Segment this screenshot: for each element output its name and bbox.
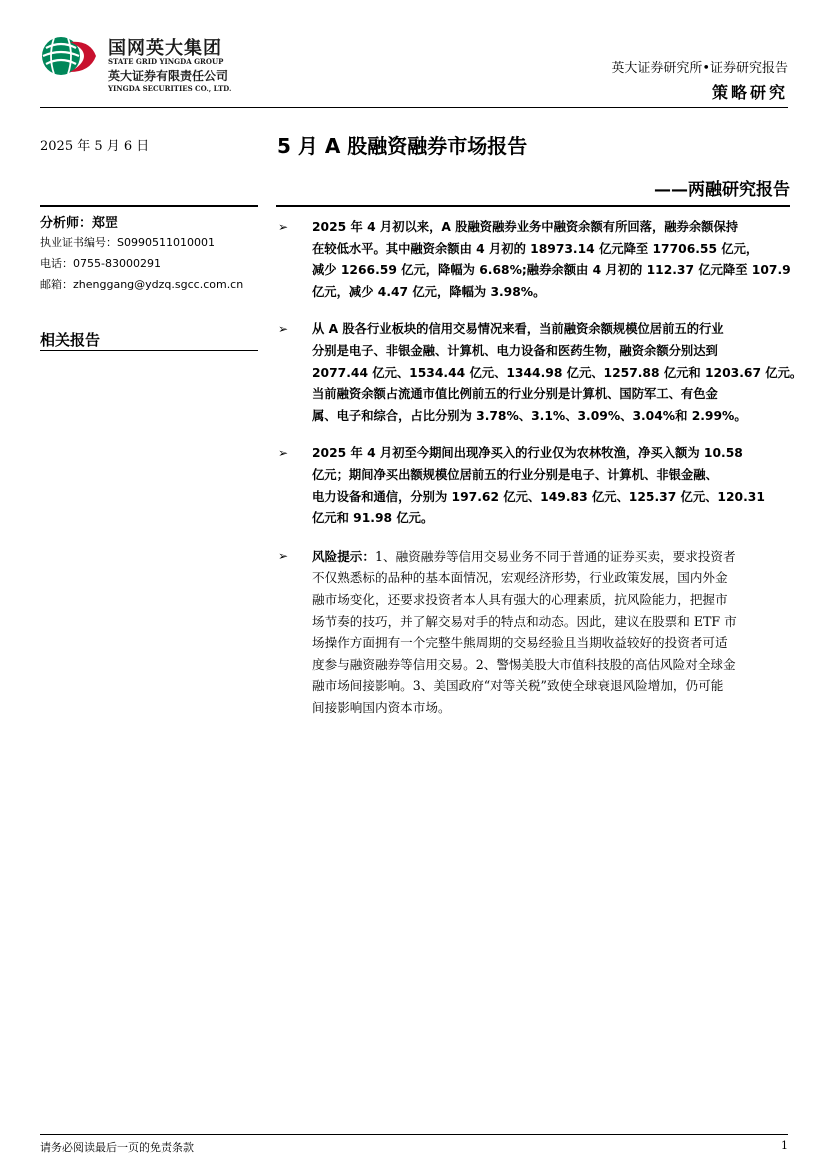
logo-group-name: 国网英大集团	[108, 38, 222, 59]
bullet-line: 在较低水平。其中融资余额由 4 月初的 18973.14 亿元降至 17706.55 亿元，	[312, 241, 759, 256]
bullet-line	[312, 546, 792, 568]
bullet-arrow-icon: ➢	[278, 322, 289, 337]
bullet-line: 2077.44 亿元、1534.44 亿元、1344.98 亿元、1257.88 亿元和 1203.67 亿元。	[312, 365, 803, 380]
analyst-name: 分析师：郑罡	[40, 216, 119, 231]
header-organization: 英大证券研究所•证券研究报告	[611, 61, 788, 76]
header-divider	[40, 107, 788, 108]
analyst-email[interactable]: 邮箱：zhenggang@ydzq.sgcc.com.cn	[40, 278, 244, 291]
bullet-line: 2025 年 4 月初至今期间出现净买入的行业仅为农林牧渔，净买入额为 10.58	[312, 446, 743, 461]
bullet-risk-warning	[278, 546, 792, 719]
bullet-arrow-icon: ➢	[278, 220, 289, 234]
page-number: 1	[781, 1139, 788, 1152]
bullet-line: 融市场间接影响。3、美国政府“对等关税”致使全球衰退风险增加，仍可能	[312, 678, 724, 694]
footer-divider	[40, 1134, 788, 1135]
risk-text: 1、融资融券等信用交易业务不同于普通的证券买卖，要求投资者	[374, 548, 736, 564]
analyst-divider	[40, 205, 258, 207]
logo-company-name: 英大证券有限责任公司	[108, 69, 229, 83]
bullet-line: 度参与融资融券等信用交易。2、警惕美股大市值科技股的高估风险对全球金	[312, 656, 736, 672]
analyst-phone: 电话：0755-83000291	[40, 257, 161, 270]
logo-globe-icon	[40, 34, 98, 78]
report-subtitle: ——两融研究报告	[654, 180, 790, 200]
bullet-arrow-icon: ➢	[278, 548, 289, 563]
bullet-line: 场节奏的技巧，并了解交易对手的特点和动态。因此，建议在股票和 ETF 市	[312, 613, 737, 629]
bullet-line: 场操作方面拥有一个完整牛熊周期的交易经验且当期收益较好的投资者可适	[312, 635, 728, 651]
related-reports-heading: 相关报告	[40, 331, 101, 349]
header-category: 策略研究	[711, 83, 788, 102]
bullet-line: 间接影响国内资本市场。	[312, 699, 451, 715]
report-date: 2025 年 5 月 6 日	[40, 139, 150, 154]
bullet-line: 属、电子和综合，占比分别为 3.78%、3.1%、3.09%、3.04%和 2.99%。	[312, 408, 747, 423]
bullet-arrow-icon: ➢	[278, 446, 289, 461]
bullet-line: 减少 1266.59 亿元，降幅为 6.68%;融券余额由 4 月初的 112.37 亿元降至 107.9	[312, 263, 791, 278]
logo-company-name-en: YINGDA SECURITIES CO., LTD.	[108, 84, 232, 93]
company-logo	[40, 30, 250, 96]
bullet-net-buying	[278, 443, 792, 529]
bullet-line: 亿元；期间净买出额规模位居前五的行业分别是电子、计算机、非银金融、	[312, 467, 718, 482]
bullet-industry-financing	[278, 319, 803, 427]
bullet-line: 融市场变化，还要求投资者本人具有强大的心理素质，抗风险能力，把握市	[312, 591, 728, 607]
bullet-line: 亿元和 91.98 亿元。	[312, 511, 434, 526]
logo-group-name-en: STATE GRID YINGDA GROUP	[108, 57, 224, 66]
risk-label: 风险提示：	[312, 548, 375, 564]
bullet-line: 分别是电子、非银金融、计算机、电力设备和医药生物，融资余额分别达到	[312, 343, 718, 358]
title-divider	[276, 205, 790, 207]
bullet-line: 不仅熟悉标的品种的基本面情况，宏观经济形势，行业政策发展，国内外金	[312, 570, 728, 586]
bullet-financing-balance	[278, 217, 792, 303]
bullet-line: 2025 年 4 月初以来，A 股融资融券业务中融资余额有所回落，融券余额保持	[312, 220, 739, 234]
related-reports-divider	[40, 350, 258, 351]
bullet-line: 从 A 股各行业板块的信用交易情况来看，当前融资余额规模位居前五的行业	[312, 322, 724, 337]
analyst-cert: 执业证书编号：S0990511010001	[40, 236, 215, 249]
report-title: 5 月 A 股融资融券市场报告	[277, 134, 528, 158]
summary-bullets	[278, 217, 803, 734]
bullet-line: 电力设备和通信，分别为 197.62 亿元、149.83 亿元、125.37 亿元、120.31	[312, 489, 765, 504]
bullet-line: 亿元，减少 4.47 亿元，降幅为 3.98%。	[312, 284, 546, 299]
bullet-line: 当前融资余额占流通市值比例前五的行业分别是计算机、国防军工、有色金	[312, 387, 718, 402]
footer-disclaimer-note: 请务必阅读最后一页的免责条款	[40, 1141, 194, 1154]
